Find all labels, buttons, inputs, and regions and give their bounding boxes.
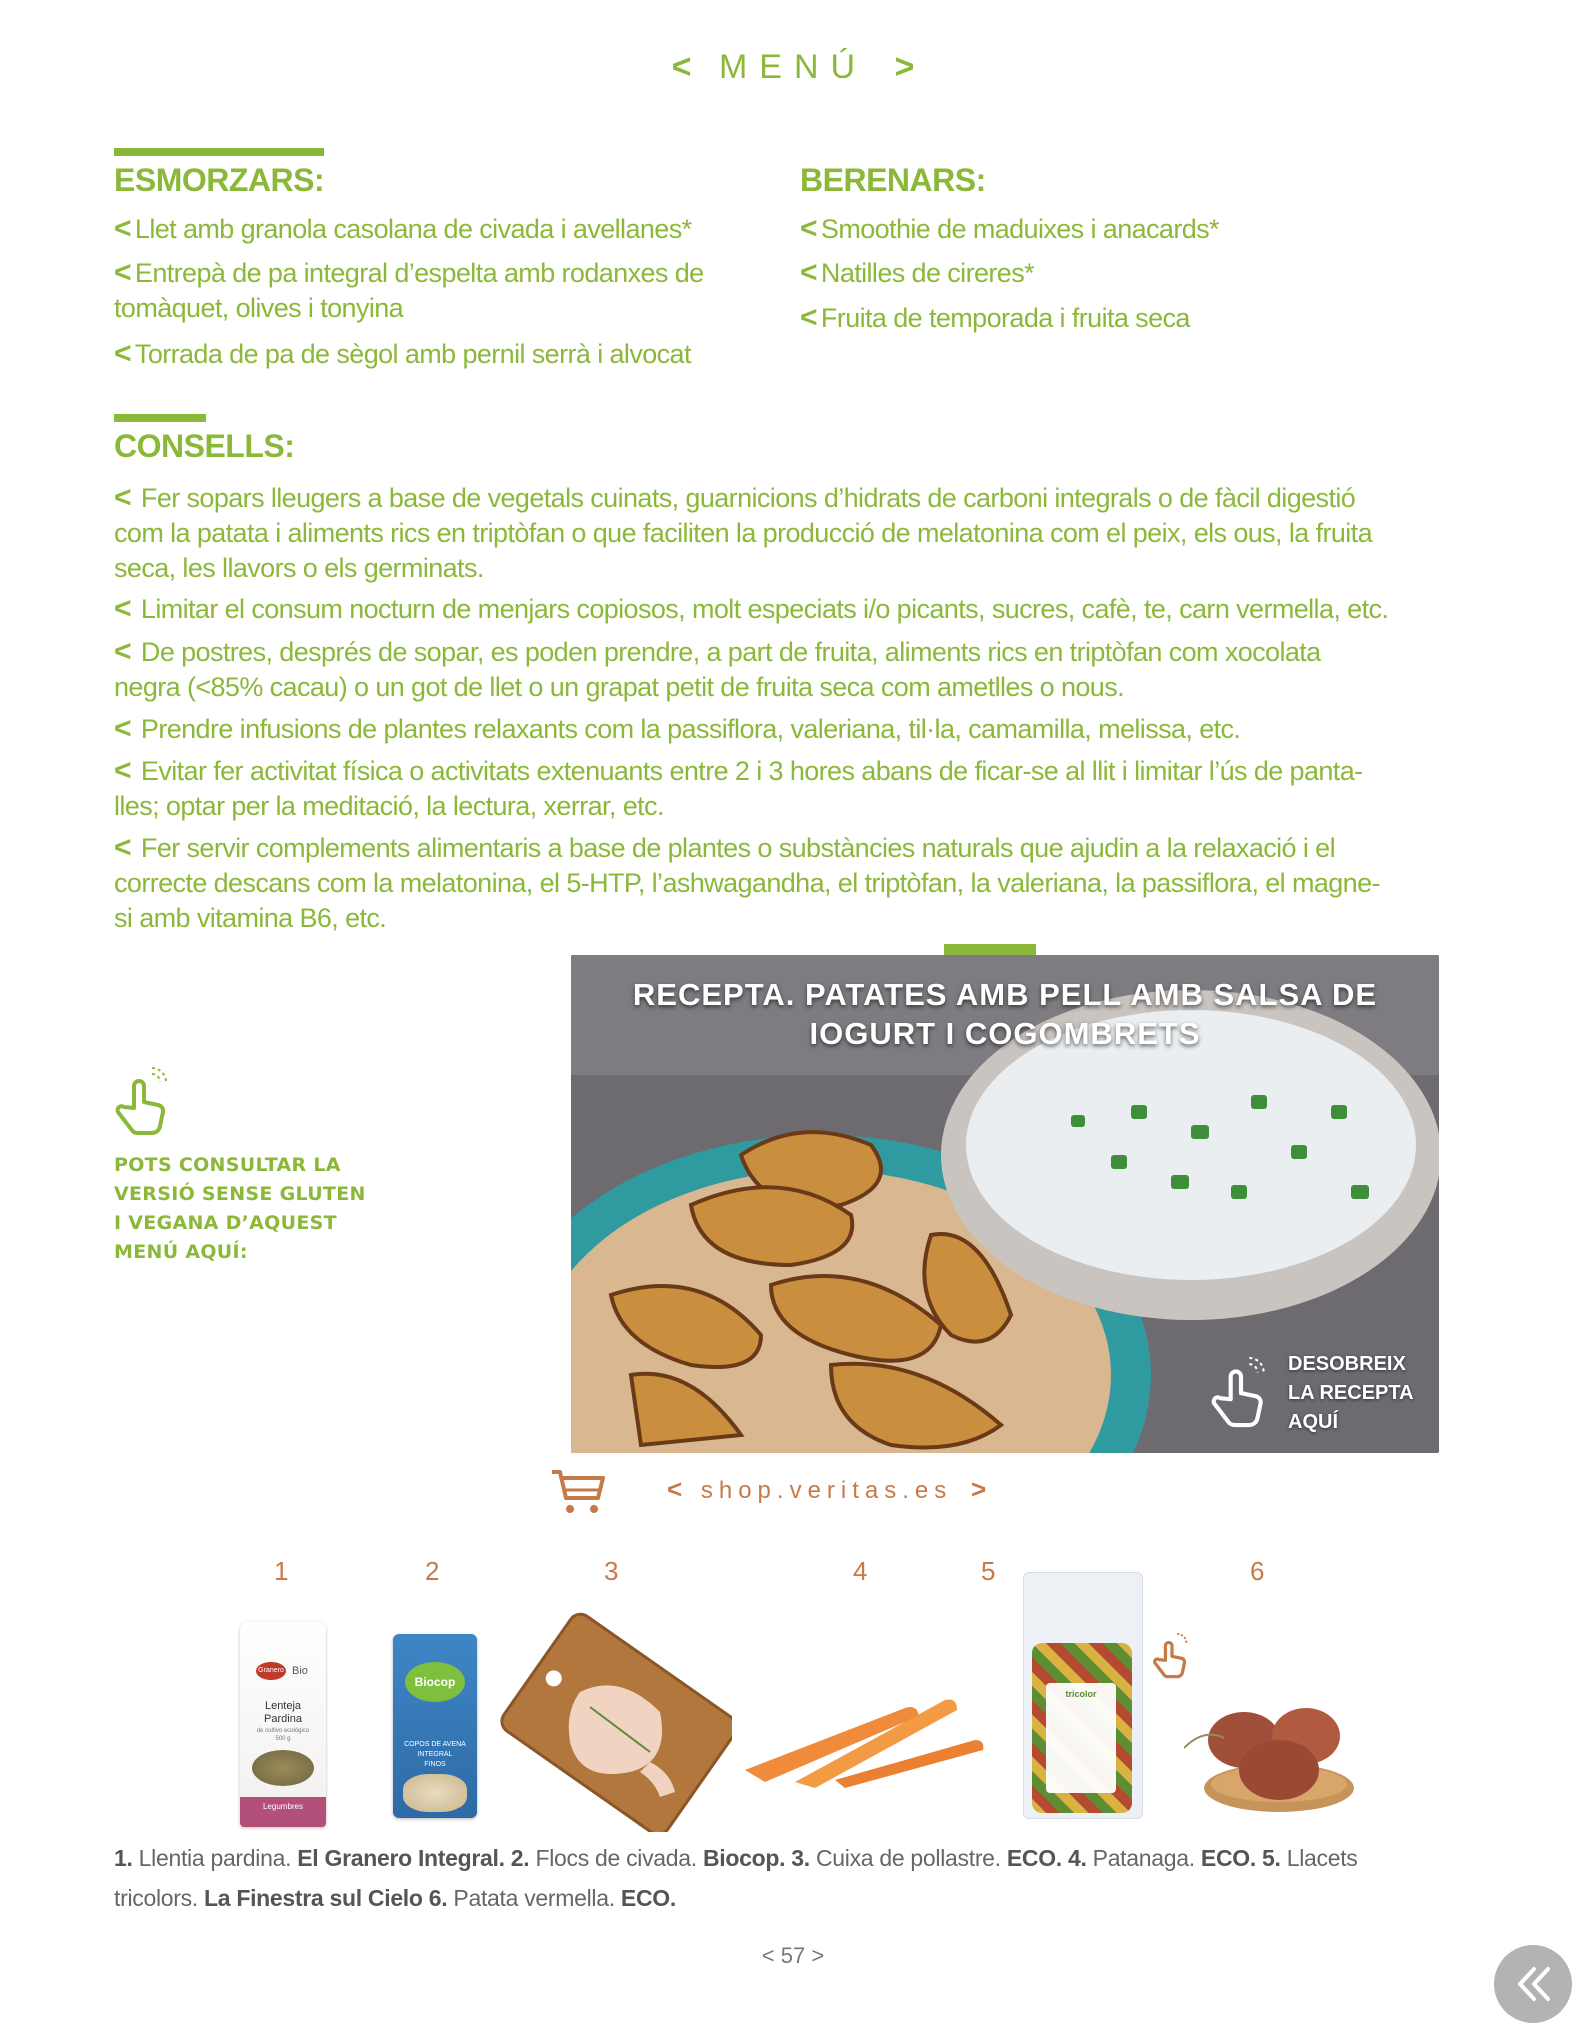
product-number: 4	[853, 1556, 868, 1586]
chevron-right-icon: >	[970, 1474, 987, 1504]
consell-4: < Prendre infusions de plantes relaxants com la passiflora, valeriana, til·la, camamilla, melissa, etc.	[114, 712, 1241, 745]
product-number: 2	[425, 1556, 440, 1586]
product-number: 6	[1250, 1556, 1265, 1586]
prev-chevron-icon[interactable]: <	[671, 48, 692, 86]
product-chicken[interactable]	[500, 1612, 732, 1832]
esmorzars-title: ESMORZARS:	[114, 162, 325, 198]
pack-name: tricolor	[1065, 1689, 1097, 1699]
bullet-icon: <	[800, 301, 817, 334]
page-number: < 57 >	[761, 1943, 825, 1968]
esmorzar-item-1: < Llet amb granola casolana de civada i avellanes*	[114, 212, 692, 245]
shop-link[interactable]: < shop.veritas.es >	[667, 1474, 987, 1504]
double-chevron-left-icon	[1494, 1945, 1572, 2023]
consell-3: < De postres, després de sopar, es poden prendre, a part de fruita, aliments rics en triptòfan com xocolata negra (<85% cacau) o un got de llet o un grapat petit de fruita seca com ametlles o nous.	[114, 635, 1321, 702]
recipe-card[interactable]	[571, 955, 1439, 1453]
bullet-icon: <	[800, 212, 817, 245]
recipe-link[interactable]: DESOBREIX LA RECEPTA AQUÍ	[1288, 1353, 1414, 1433]
product-number: 3	[604, 1556, 619, 1586]
bullet-icon: <	[114, 831, 131, 864]
brand-logo: Granero	[256, 1662, 286, 1680]
recipe-title: RECEPTA. PATATES AMB PELL AMB SALSA DE IOGURT I COGOMBRETS	[632, 977, 1378, 1051]
bullet-icon: <	[114, 481, 131, 514]
lentils-image	[252, 1750, 314, 1786]
bio-label: Bio	[292, 1665, 308, 1677]
bullet-icon: <	[114, 712, 131, 745]
product-oat-flakes[interactable]	[393, 1634, 477, 1818]
product-potatoes[interactable]	[1184, 1688, 1354, 1816]
gluten-vegan-note[interactable]: POTS CONSULTAR LA VERSIÓ SENSE GLUTEN I VEGANA D’AQUEST MENÚ AQUÍ:	[114, 1154, 366, 1263]
menu-title: MENÚ	[718, 48, 868, 86]
section-bar	[114, 414, 206, 422]
pack-weight: 500 g	[275, 1736, 291, 1742]
pack-name: Lenteja Pardina	[264, 1700, 302, 1725]
product-lentils[interactable]	[240, 1622, 326, 1827]
product-pasta[interactable]	[1023, 1572, 1143, 1819]
product-number: 1	[274, 1556, 289, 1586]
pack-name: COPOS DE AVENA INTEGRAL FINOS	[404, 1741, 466, 1768]
consell-6: < Fer servir complements alimentaris a base de plantes o substàncies naturals que ajudin a la relaxació i el correcte descans com la melatonina, el 5-HTP, l’ashwagandha, el triptòfan, la valeriana, la passiflora, el magne- si amb vitamina B6, etc.	[114, 831, 1380, 933]
berenar-item-3: < Fruita de temporada i fruita seca	[800, 301, 1190, 334]
oats-image	[403, 1774, 467, 1812]
consell-1: < Fer sopars lleugers a base de vegetals cuinats, guarnicions d’hidrats de carboni integrals o de fàcil digestió com la patata i aliments rics en triptòfan o que faciliten la producció de melatonina com el peix, els ous, la fruita seca, les llavors o els germinats.	[114, 481, 1372, 583]
section-bar	[114, 148, 324, 156]
tap-hand-icon[interactable]	[112, 1062, 176, 1138]
bullet-icon: <	[114, 635, 131, 668]
menu-header	[0, 48, 1586, 87]
bullet-icon: <	[800, 256, 817, 289]
bullet-icon: <	[114, 754, 131, 787]
bullet-icon: <	[114, 256, 131, 289]
brand-logo: Biocop	[405, 1662, 465, 1702]
berenar-item-2: < Natilles de cireres*	[800, 256, 1035, 289]
product-carrots[interactable]	[735, 1670, 985, 1790]
esmorzar-item-3: < Torrada de pa de sègol amb pernil serrà i alvocat	[114, 337, 691, 370]
back-button[interactable]	[1494, 1945, 1572, 2023]
products-caption: 1. Llentia pardina. El Granero Integral. 2. Flocs de civada. Biocop. 3. Cuixa de pollastre. ECO. 4. Patanaga. ECO. 5. Llacets tricolors. La Finestra sul Cielo 6. Patata vermella. ECO.	[114, 1845, 1358, 1911]
shopping-cart-icon[interactable]	[548, 1466, 608, 1518]
tap-hand-icon[interactable]	[1208, 1351, 1274, 1431]
bullet-icon: <	[114, 337, 131, 370]
pack-sub: de cultivo ecológico	[256, 1728, 310, 1734]
berenars-title: BERENARS:	[800, 162, 986, 198]
consell-5: < Evitar fer activitat física o activitats extenuants entre 2 i 3 hores abans de ficar-se al llit i limitar l’ús de panta- lles; optar per la meditació, la lectura, xerrar, etc.	[114, 754, 1363, 821]
esmorzar-item-2: < Entrepà de pa integral d’espelta amb rodanxes de tomàquet, olives i tonyina	[114, 256, 704, 323]
bullet-icon: <	[114, 212, 131, 245]
next-chevron-icon[interactable]: >	[894, 48, 915, 86]
bullet-icon: <	[114, 592, 131, 625]
product-number: 5	[981, 1556, 996, 1586]
pack-category: Legumbres	[262, 1802, 304, 1811]
tap-hand-icon[interactable]	[1151, 1630, 1193, 1680]
chevron-left-icon: <	[667, 1474, 683, 1504]
recipe-bar	[944, 944, 1036, 955]
berenar-item-1: < Smoothie de maduixes i anacards*	[800, 212, 1219, 245]
consell-2: < Limitar el consum nocturn de menjars copiosos, molt especiats i/o picants, sucres, cafè, te, carn vermella, etc.	[114, 592, 1389, 625]
consells-title: CONSELLS:	[114, 428, 295, 464]
